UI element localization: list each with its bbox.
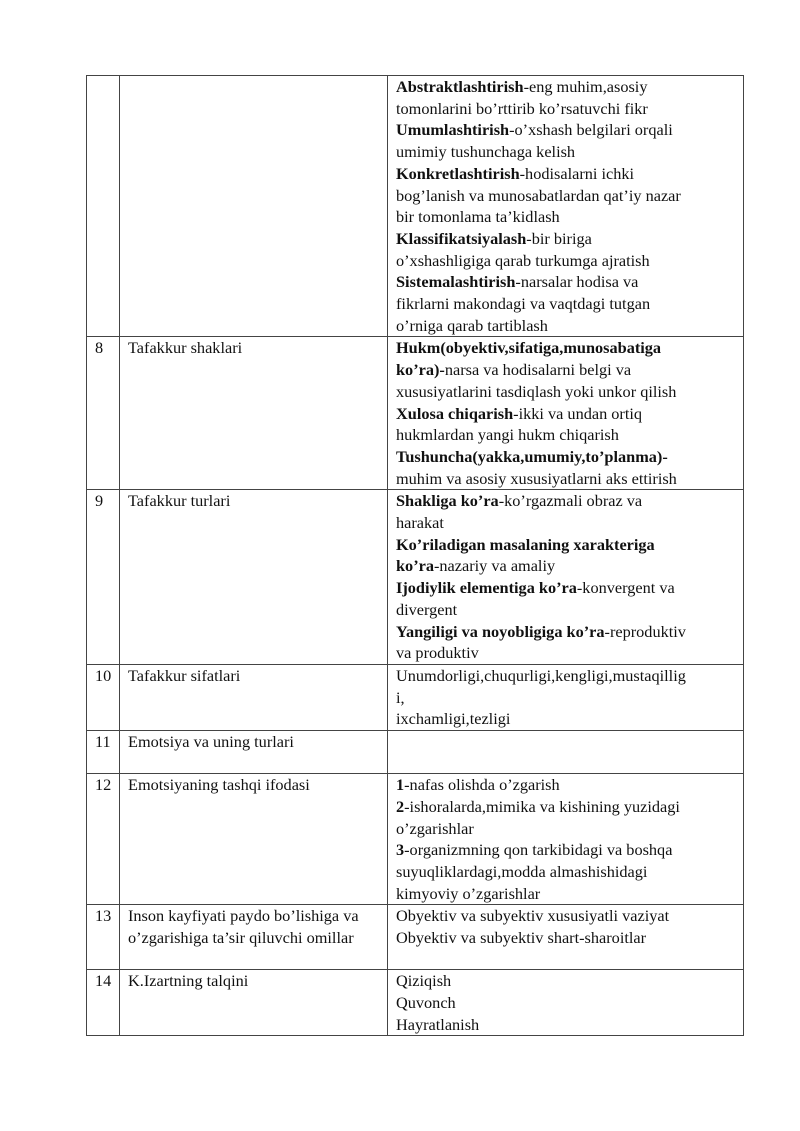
description-term: 2 <box>396 796 405 816</box>
table-row <box>87 731 744 774</box>
description-text: o’rniga qarab tartiblash <box>396 315 548 335</box>
description-line <box>396 206 739 228</box>
topic-description-cell <box>388 970 744 1036</box>
description-line <box>396 555 739 577</box>
description-term: Konkretlashtirish <box>396 163 520 183</box>
description-text: suyuqliklardagi,modda almashishidagi <box>396 861 648 881</box>
description-text: -organizmning qon tarkibidagi va boshqa <box>404 840 673 860</box>
row-number-cell <box>87 76 120 337</box>
topic-description-cell <box>388 774 744 905</box>
description-line <box>396 337 739 359</box>
topic-description-cell <box>388 490 744 665</box>
table-row <box>87 490 744 665</box>
description-line <box>396 970 739 992</box>
row-number-cell: 9 <box>87 490 120 665</box>
description-term: Yangiligi va noyobligiga ko’ra <box>396 621 605 641</box>
description-line <box>396 403 739 425</box>
topic-name-cell: Tafakkur shaklari <box>120 337 388 490</box>
description-line <box>396 796 739 818</box>
description-line <box>396 185 739 207</box>
description-line <box>396 708 739 730</box>
description-text: -bir biriga <box>526 228 592 248</box>
description-text: narsa va hodisalarni belgi va <box>444 360 632 380</box>
topic-name-cell: Tafakkur sifatlari <box>120 664 388 730</box>
table-row <box>87 970 744 1036</box>
description-text: -ishoralarda,mimika va kishining yuzidagi <box>404 796 680 816</box>
description-text: o’xshashligiga qarab turkumga ajratish <box>396 250 650 270</box>
description-term: Ko’riladigan masalaning xarakteriga <box>396 534 655 554</box>
description-line <box>396 250 739 272</box>
description-term: Sistemalashtirish <box>396 272 516 292</box>
description-text: harakat <box>396 513 444 533</box>
description-text: Hayratlanish <box>396 1014 480 1034</box>
description-text: Quvonch <box>396 993 456 1013</box>
description-term: 3 <box>396 840 405 860</box>
description-line <box>396 818 739 840</box>
description-text: tomonlarini bo’rttirib ko’rsatuvchi fikr <box>396 98 648 118</box>
description-text: Unumdorligi,chuqurligi,kengligi,mustaqillig <box>396 665 686 685</box>
table-row <box>87 76 744 337</box>
description-line <box>396 141 739 163</box>
description-text: kimyoviy o’zgarishlar <box>396 883 541 903</box>
description-line <box>396 424 739 446</box>
description-text: -o’xshash belgilari orqali <box>509 120 673 140</box>
table-row <box>87 664 744 730</box>
description-line <box>396 228 739 250</box>
row-number-cell: 11 <box>87 731 120 774</box>
topic-description-cell <box>388 731 744 774</box>
description-text: muhim va asosiy xususiyatlarni aks ettirish <box>396 468 677 488</box>
description-text: -nazariy va amaliy <box>433 556 556 576</box>
description-text: fikrlarni makondagi va vaqtdagi tutgan <box>396 294 651 314</box>
description-line <box>396 839 739 861</box>
description-term: ko’ra <box>396 556 434 576</box>
description-line <box>396 468 739 490</box>
description-line <box>396 774 739 796</box>
row-number-cell: 14 <box>87 970 120 1036</box>
topic-name-cell: Inson kayfiyati paydo bo’lishiga va o’zgarishiga ta’sir qiluvchi omillar <box>120 905 388 970</box>
description-text: Obyektiv va subyektiv xususiyatli vaziyat <box>396 906 670 926</box>
topic-name-cell <box>120 76 388 337</box>
description-text: -ko’rgazmali obraz va <box>498 491 643 511</box>
description-line <box>396 905 739 927</box>
table-body <box>87 76 744 1036</box>
description-line <box>396 315 739 337</box>
description-line <box>396 381 739 403</box>
topics-table <box>86 75 744 1036</box>
description-term: Hukm(obyektiv,sifatiga,munosabatiga <box>396 338 662 358</box>
table-row <box>87 905 744 970</box>
description-line <box>396 1014 739 1036</box>
description-term: Ijodiylik elementiga ko’ra <box>396 578 577 598</box>
description-term: Shakliga ko’ra <box>396 491 499 511</box>
description-text: -reproduktiv <box>604 621 686 641</box>
description-line <box>396 76 739 98</box>
description-line <box>396 642 739 664</box>
description-line <box>396 490 739 512</box>
description-line <box>396 883 739 905</box>
row-number-cell: 12 <box>87 774 120 905</box>
description-term: 1 <box>396 775 405 795</box>
topic-description-cell <box>388 664 744 730</box>
topic-description-cell <box>388 337 744 490</box>
description-text: o’zgarishlar <box>396 818 474 838</box>
description-line <box>396 512 739 534</box>
description-line <box>396 446 739 468</box>
description-line <box>396 577 739 599</box>
table-row <box>87 774 744 905</box>
description-text: bir tomonlama ta’kidlash <box>396 207 560 227</box>
description-text: -konvergent va <box>576 578 675 598</box>
description-line <box>396 992 739 1014</box>
description-text: ixchamligi,tezligi <box>396 709 511 729</box>
description-text: -nafas olishda o’zgarish <box>404 775 560 795</box>
description-text: -ikki va undan ortiq <box>513 403 643 423</box>
description-text: -narsalar hodisa va <box>515 272 639 292</box>
table-row <box>87 337 744 490</box>
description-term: ko’ra)- <box>396 360 445 380</box>
description-line <box>396 534 739 556</box>
description-term: Xulosa chiqarish <box>396 403 514 423</box>
description-line <box>396 293 739 315</box>
description-text: hukmlardan yangi hukm chiqarish <box>396 425 619 445</box>
description-term: Abstraktlashtirish <box>396 77 524 96</box>
description-text: Obyektiv va subyektiv shart-sharoitlar <box>396 928 647 948</box>
description-text: -eng muhim,asosiy <box>523 77 648 96</box>
row-number-cell: 10 <box>87 664 120 730</box>
description-text: bog’lanish va munosabatlardan qat’iy nazar <box>396 185 681 205</box>
description-line <box>396 163 739 185</box>
topic-description-cell <box>388 76 744 337</box>
row-number-cell: 13 <box>87 905 120 970</box>
description-text: va produktiv <box>396 643 479 663</box>
description-line <box>396 359 739 381</box>
topic-name-cell: Emotsiya va uning turlari <box>120 731 388 774</box>
description-text: umimiy tushunchaga kelish <box>396 142 576 162</box>
description-line <box>396 687 739 709</box>
description-text: Qiziqish <box>396 971 452 991</box>
description-line <box>396 927 739 949</box>
description-text: i, <box>396 687 405 707</box>
description-text: -hodisalarni ichki <box>519 163 635 183</box>
topic-name-cell: Tafakkur turlari <box>120 490 388 665</box>
description-term: Tushuncha(yakka,umumiy,to’planma)- <box>396 446 668 466</box>
description-line <box>396 861 739 883</box>
description-line <box>396 665 739 687</box>
description-line <box>396 98 739 120</box>
description-line <box>396 119 739 141</box>
description-term: Umumlashtirish <box>396 120 510 140</box>
description-text: divergent <box>396 599 458 619</box>
description-line <box>396 621 739 643</box>
description-line <box>396 271 739 293</box>
description-term: Klassifikatsiyalash <box>396 228 527 248</box>
description-line <box>396 599 739 621</box>
topic-description-cell <box>388 905 744 970</box>
description-text: xususiyatlarini tasdiqlash yoki unkor qilish <box>396 381 677 401</box>
topic-name-cell: Emotsiyaning tashqi ifodasi <box>120 774 388 905</box>
row-number-cell: 8 <box>87 337 120 490</box>
topic-name-cell: K.Izartning talqini <box>120 970 388 1036</box>
